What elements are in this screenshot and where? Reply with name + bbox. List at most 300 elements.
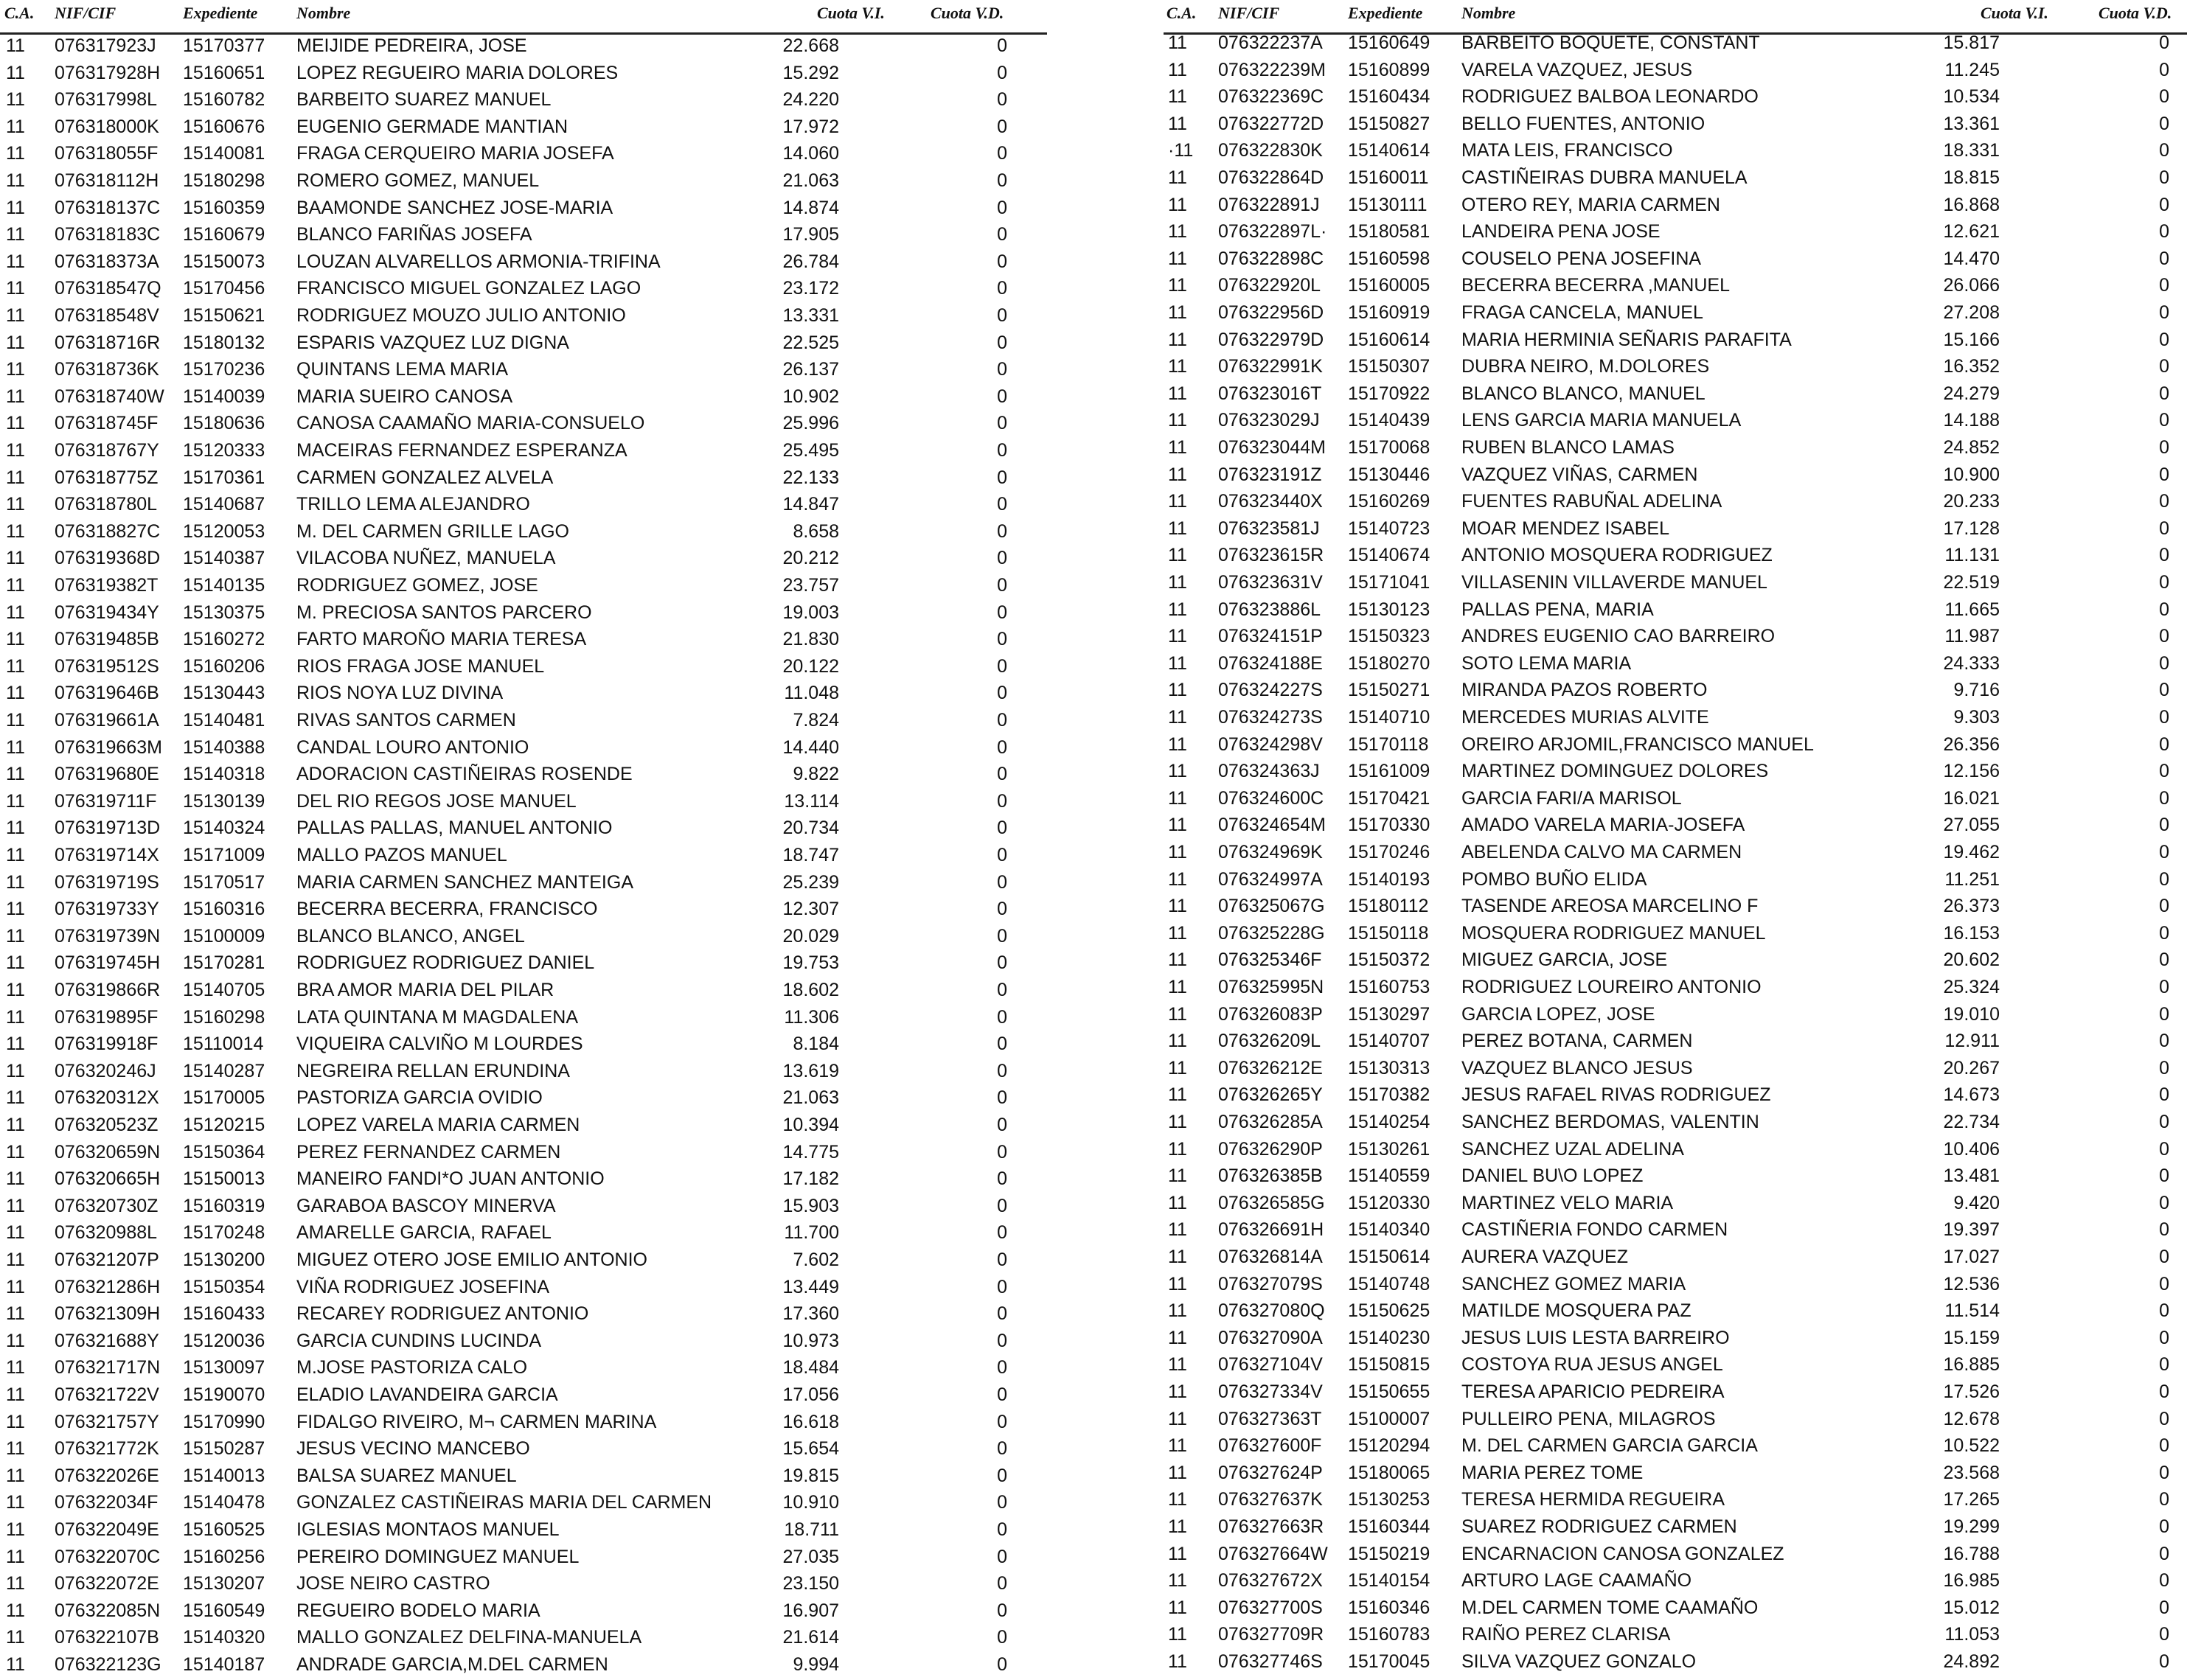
nombre-cell: GARCIA LOPEZ, JOSE: [1461, 1003, 1655, 1025]
cuota-vd-cell: 0: [997, 1330, 1007, 1351]
cuota-vd-cell: 0: [2159, 383, 2169, 404]
nif-cell: 076322049E: [55, 1519, 159, 1540]
expediente-cell: 15120036: [183, 1330, 265, 1351]
ca-cell: 11: [6, 251, 25, 272]
nif-cell: 076318740W: [55, 386, 164, 407]
cuota-vi-cell: 16.352: [1943, 356, 2000, 377]
expediente-cell: 15140013: [183, 1465, 265, 1486]
cuota-vd-cell: 0: [997, 143, 1007, 164]
table-row: [1164, 245, 2187, 273]
nif-cell: 076321688Y: [55, 1330, 159, 1351]
table-row: [0, 1328, 1047, 1355]
table-row: [0, 734, 1047, 761]
nif-cell: 076327637K: [1218, 1489, 1323, 1510]
nif-cell: 076319382T: [55, 575, 159, 596]
cuota-vi-cell: 18.331: [1943, 140, 2000, 161]
table-row: [1164, 758, 2187, 785]
ca-cell: 11: [6, 1519, 25, 1540]
cuota-vd-cell: 0: [997, 116, 1007, 137]
nombre-cell: MALLO GONZALEZ DELFINA-MANUELA: [296, 1627, 642, 1648]
ca-cell: 11: [6, 1222, 25, 1244]
ca-cell: 11: [1168, 1138, 1187, 1160]
expediente-cell: 15170068: [1348, 437, 1430, 458]
nif-cell: 076319714X: [55, 845, 159, 865]
expediente-cell: 15130375: [183, 602, 265, 623]
nombre-cell: MACEIRAS FERNANDEZ ESPERANZA: [296, 440, 627, 461]
cuota-vd-cell: 0: [997, 1654, 1007, 1675]
cuota-vi-cell: 10.394: [782, 1115, 839, 1135]
nombre-cell: ARTURO LAGE CAAMAÑO: [1461, 1570, 1692, 1592]
cuota-vi-cell: 12.678: [1943, 1408, 2000, 1429]
expediente-cell: 15160011: [1348, 167, 1429, 188]
expediente-cell: 15130297: [1348, 1003, 1430, 1025]
expediente-cell: 15180065: [1348, 1462, 1430, 1483]
table-row: [1164, 1541, 2187, 1568]
expediente-cell: 15140318: [183, 764, 265, 785]
expediente-cell: 15160614: [1348, 329, 1430, 350]
expediente-cell: 15130446: [1348, 464, 1430, 485]
cuota-vd-cell: 0: [2159, 437, 2169, 458]
nif-cell: 076319713D: [55, 818, 161, 839]
table-row: [1164, 407, 2187, 434]
ca-cell: 11: [6, 1115, 25, 1135]
nif-cell: 076327672X: [1218, 1570, 1323, 1592]
table-row: [0, 275, 1047, 302]
cuota-vd-cell: 0: [2159, 1651, 2169, 1672]
cuota-vi-cell: 12.911: [1944, 1031, 2000, 1052]
ca-cell: 11: [1168, 1597, 1187, 1618]
ca-cell: 11: [6, 332, 25, 353]
nif-cell: 076327334V: [1218, 1381, 1323, 1402]
expediente-cell: 15150287: [183, 1438, 265, 1460]
cuota-vd-cell: 0: [997, 1141, 1007, 1163]
expediente-cell: 15160899: [1348, 59, 1430, 80]
table-row: [0, 1139, 1047, 1166]
cuota-vi-cell: 8.658: [793, 520, 839, 542]
nombre-cell: MARIA SUEIRO CANOSA: [296, 386, 513, 407]
expediente-cell: 15180270: [1348, 652, 1430, 674]
ca-cell: 11: [1168, 1327, 1187, 1348]
nif-cell: 076325228G: [1218, 922, 1325, 944]
nif-cell: 076323615R: [1218, 545, 1324, 566]
nombre-cell: TERESA HERMIDA REGUEIRA: [1461, 1489, 1725, 1510]
cuota-vi-cell: 17.905: [782, 224, 839, 245]
ca-cell: 11: [6, 1600, 25, 1621]
expediente-cell: 15130123: [1348, 599, 1430, 620]
nombre-cell: VAZQUEZ BLANCO JESUS: [1461, 1057, 1693, 1078]
expediente-cell: 15170005: [183, 1087, 265, 1109]
expediente-cell: 15170922: [1348, 383, 1430, 404]
nif-cell: 076322897L·: [1218, 221, 1327, 243]
nif-cell: 076322072E: [55, 1573, 159, 1594]
cuota-vd-cell: 0: [2159, 733, 2169, 755]
cuota-vd-cell: 0: [2159, 896, 2169, 917]
nombre-cell: JESUS LUIS LESTA BARREIRO: [1461, 1327, 1730, 1348]
ca-cell: 11: [6, 35, 25, 56]
cuota-vi-cell: 16.868: [1943, 194, 2000, 215]
cuota-vd-cell: 0: [2159, 32, 2169, 53]
nombre-cell: IGLESIAS MONTAOS MANUEL: [296, 1519, 560, 1540]
nombre-cell: SANCHEZ BERDOMAS, VALENTIN: [1461, 1112, 1759, 1132]
nombre-cell: MARTINEZ DOMINGUEZ DOLORES: [1461, 761, 1769, 782]
nif-cell: 076319485B: [55, 629, 159, 650]
cuota-vd-cell: 0: [997, 1006, 1007, 1028]
expediente-cell: 15160783: [1348, 1624, 1430, 1645]
expediente-cell: 15160256: [183, 1546, 265, 1567]
expediente-cell: 15160649: [1348, 32, 1430, 53]
cuota-vd-cell: 0: [2159, 922, 2169, 944]
ca-cell: 11: [6, 1438, 25, 1460]
cuota-vd-cell: 0: [2159, 680, 2169, 701]
cuota-vi-cell: 22.734: [1943, 1112, 2000, 1132]
ca-cell: 11: [6, 386, 25, 407]
cuota-vi-cell: 27.208: [1943, 302, 2000, 323]
nif-cell: 076324227S: [1218, 680, 1323, 701]
nif-cell: 076322772D: [1218, 113, 1324, 134]
nombre-cell: GARCIA CUNDINS LUCINDA: [296, 1330, 541, 1351]
cuota-vi-cell: 12.536: [1943, 1273, 2000, 1294]
nif-cell: 076323631V: [1218, 572, 1323, 593]
cuota-vd-cell: 0: [997, 413, 1007, 434]
table-row: [1164, 137, 2187, 164]
table-row: [0, 302, 1047, 330]
cuota-vi-cell: 11.245: [1944, 59, 2000, 80]
ca-cell: ·11: [1168, 140, 1194, 161]
nif-cell: 076325346F: [1218, 949, 1322, 971]
cuota-vd-cell: 0: [997, 305, 1007, 326]
ca-cell: 11: [6, 143, 25, 164]
table-row: [1164, 1648, 2187, 1676]
cuota-vi-cell: 15.903: [782, 1195, 839, 1216]
cuota-vd-cell: 0: [997, 440, 1007, 461]
nombre-cell: GONZALEZ CASTIÑEIRAS MARIA DEL CARMEN: [296, 1492, 712, 1513]
nif-cell: 076322034F: [55, 1492, 159, 1513]
table-row: [0, 1624, 1047, 1651]
nombre-cell: MARIA PEREZ TOME: [1461, 1462, 1644, 1483]
header-nif: NIF/CIF: [1218, 4, 1280, 22]
nombre-cell: OREIRO ARJOMIL,FRANCISCO MANUEL: [1461, 733, 1814, 755]
expediente-cell: 15120330: [1348, 1192, 1430, 1213]
expediente-cell: 15150323: [1348, 626, 1430, 647]
nombre-cell: RODRIGUEZ RODRIGUEZ DANIEL: [296, 952, 595, 974]
nif-cell: 076326212E: [1218, 1057, 1323, 1078]
table-row: [0, 1516, 1047, 1544]
expediente-cell: 15160319: [183, 1195, 265, 1216]
cuota-vi-cell: 9.716: [1953, 680, 2000, 701]
nif-cell: 076322026E: [55, 1465, 159, 1486]
nombre-cell: BLANCO BLANCO, ANGEL: [296, 925, 525, 947]
cuota-vd-cell: 0: [2159, 1219, 2169, 1241]
table-row: [1164, 57, 2187, 84]
table-row: [1164, 1109, 2187, 1136]
cuota-vd-cell: 0: [997, 1303, 1007, 1325]
ca-cell: 11: [6, 1087, 25, 1109]
cuota-vd-cell: 0: [2159, 1273, 2169, 1294]
nombre-cell: MIGUEZ GARCIA, JOSE: [1461, 949, 1668, 971]
expediente-cell: 15130200: [183, 1249, 265, 1270]
cuota-vd-cell: 0: [997, 494, 1007, 515]
cuota-vi-cell: 24.333: [1943, 652, 2000, 674]
ca-cell: 11: [1168, 1273, 1187, 1294]
expediente-cell: 15150625: [1348, 1300, 1430, 1322]
ca-cell: 11: [1168, 1408, 1187, 1429]
cuota-vd-cell: 0: [2159, 626, 2169, 647]
header-ca: C.A.: [1166, 4, 1197, 22]
table-row: [0, 1489, 1047, 1516]
ca-cell: 11: [6, 89, 25, 111]
ca-cell: 11: [1168, 1165, 1187, 1187]
nombre-cell: NEGREIRA RELLAN ERUNDINA: [296, 1060, 570, 1081]
header-cuota-vd: Cuota V.D.: [2099, 4, 2172, 22]
cuota-vi-cell: 16.021: [1943, 787, 2000, 809]
cuota-vd-cell: 0: [2159, 1057, 2169, 1078]
cuota-vd-cell: 0: [997, 1492, 1007, 1513]
cuota-vi-cell: 24.892: [1943, 1651, 2000, 1672]
nombre-cell: JESUS RAFAEL RIVAS RODRIGUEZ: [1461, 1084, 1771, 1106]
nombre-cell: MERCEDES MURIAS ALVITE: [1461, 707, 1709, 728]
nif-cell: 076320730Z: [55, 1195, 159, 1216]
expediente-cell: 15190070: [183, 1384, 265, 1405]
nombre-cell: MIRANDA PAZOS ROBERTO: [1461, 680, 1708, 701]
expediente-cell: 15170421: [1348, 787, 1430, 809]
cuota-vi-cell: 19.462: [1943, 842, 2000, 862]
expediente-cell: 15160298: [183, 1006, 265, 1028]
nombre-cell: QUINTANS LEMA MARIA: [296, 359, 509, 380]
ca-cell: 11: [1168, 1570, 1187, 1592]
cuota-vi-cell: 19.003: [782, 602, 839, 623]
expediente-cell: 15170248: [183, 1222, 265, 1244]
cuota-vi-cell: 17.265: [1943, 1489, 2000, 1510]
expediente-cell: 15150614: [1348, 1247, 1430, 1267]
table-row: [0, 815, 1047, 842]
ca-cell: 11: [6, 413, 25, 434]
cuota-vi-cell: 7.602: [793, 1249, 839, 1270]
cuota-vi-cell: 23.568: [1943, 1462, 2000, 1483]
nif-cell: 076327624P: [1218, 1462, 1323, 1483]
cuota-vi-cell: 26.066: [1943, 275, 2000, 296]
cuota-vd-cell: 0: [997, 1384, 1007, 1405]
nombre-cell: PEREZ FERNANDEZ CARMEN: [296, 1141, 561, 1163]
cuota-vi-cell: 12.621: [1943, 221, 2000, 243]
cuota-vi-cell: 13.449: [782, 1276, 839, 1297]
table-row: [0, 248, 1047, 276]
cuota-vd-cell: 0: [2159, 707, 2169, 728]
cuota-vd-cell: 0: [2159, 545, 2169, 566]
nif-cell: 076322898C: [1218, 248, 1324, 269]
cuota-vi-cell: 10.406: [1943, 1138, 2000, 1160]
nif-cell: 076318736K: [55, 359, 159, 380]
expediente-cell: 15160651: [183, 62, 265, 83]
table-row: [1164, 1594, 2187, 1622]
nombre-cell: MIGUEZ OTERO JOSE EMILIO ANTONIO: [296, 1249, 647, 1270]
cuota-vd-cell: 0: [2159, 275, 2169, 296]
table-row: [1164, 29, 2187, 57]
header-nombre: Nombre: [1461, 4, 1516, 22]
nif-cell: 076323581J: [1218, 517, 1320, 539]
cuota-vi-cell: 17.526: [1943, 1381, 2000, 1402]
ca-cell: 11: [6, 1249, 25, 1270]
expediente-cell: 15100009: [183, 925, 265, 947]
cuota-vi-cell: 19.299: [1943, 1516, 2000, 1537]
cuota-vd-cell: 0: [997, 1546, 1007, 1567]
nombre-cell: REGUEIRO BODELO MARIA: [296, 1600, 540, 1621]
expediente-cell: 15150372: [1348, 949, 1430, 971]
table-row: [0, 167, 1047, 195]
nombre-cell: BAAMONDE SANCHEZ JOSE-MARIA: [296, 197, 613, 218]
expediente-cell: 15150271: [1348, 680, 1430, 701]
cuota-vi-cell: 25.495: [782, 440, 839, 461]
nif-cell: 076322864D: [1218, 167, 1324, 188]
nif-cell: 076319368D: [55, 548, 161, 569]
ca-cell: 11: [1168, 1435, 1187, 1457]
expediente-cell: 15160525: [183, 1519, 265, 1540]
nombre-cell: TERESA APARICIO PEDREIRA: [1461, 1381, 1725, 1402]
cuota-vi-cell: 14.874: [782, 197, 839, 218]
table-row: [1164, 1244, 2187, 1271]
cuota-vd-cell: 0: [2159, 787, 2169, 809]
cuota-vd-cell: 0: [2159, 1435, 2169, 1457]
ca-cell: 11: [6, 467, 25, 488]
nombre-cell: M.JOSE PASTORIZA CALO: [296, 1357, 528, 1378]
expediente-cell: 15170045: [1348, 1651, 1430, 1672]
cuota-vd-cell: 0: [2159, 1570, 2169, 1592]
cuota-vi-cell: 26.137: [782, 359, 839, 380]
cuota-vi-cell: 15.159: [1943, 1327, 2000, 1348]
table-row: [0, 842, 1047, 869]
ca-cell: 11: [1168, 1247, 1187, 1267]
ca-cell: 11: [1168, 113, 1187, 134]
table-row: [0, 221, 1047, 248]
cuota-vi-cell: 11.665: [1944, 599, 2000, 620]
nombre-cell: SILVA VAZQUEZ GONZALO: [1461, 1651, 1697, 1672]
header-nif: NIF/CIF: [55, 4, 117, 22]
cuota-vd-cell: 0: [2159, 761, 2169, 782]
nif-cell: 076319663M: [55, 736, 162, 758]
table-row: [1164, 192, 2187, 219]
cuota-vi-cell: 26.373: [1943, 896, 2000, 917]
expediente-cell: 15160782: [183, 89, 265, 111]
nif-cell: 076321717N: [55, 1357, 161, 1378]
expediente-cell: 15140287: [183, 1060, 265, 1081]
nif-cell: 076324363J: [1218, 761, 1320, 782]
ca-cell: 11: [6, 520, 25, 542]
nombre-cell: M. PRECIOSA SANTOS PARCERO: [296, 602, 592, 623]
cuota-vi-cell: 18.711: [784, 1519, 839, 1540]
cuota-vd-cell: 0: [2159, 1354, 2169, 1376]
cuota-vi-cell: 18.484: [782, 1357, 839, 1378]
table-row: [0, 1193, 1047, 1220]
nombre-cell: SANCHEZ GOMEZ MARIA: [1461, 1273, 1686, 1294]
expediente-cell: 15130261: [1348, 1138, 1430, 1160]
expediente-cell: 15140320: [183, 1627, 265, 1648]
nif-cell: 076319646B: [55, 683, 159, 704]
nif-cell: 076318000K: [55, 116, 159, 137]
nombre-cell: M.DEL CARMEN TOME CAAMAÑO: [1461, 1597, 1759, 1618]
nombre-cell: LOPEZ REGUEIRO MARIA DOLORES: [296, 62, 619, 83]
cuota-vi-cell: 11.048: [784, 683, 839, 704]
table-row: [1164, 1378, 2187, 1406]
nombre-cell: VIQUEIRA CALVIÑO M LOURDES: [296, 1034, 583, 1055]
nif-cell: 076318547Q: [55, 278, 161, 299]
cuota-vi-cell: 25.239: [782, 871, 839, 893]
cuota-vd-cell: 0: [2159, 1300, 2169, 1322]
expediente-cell: 15160434: [1348, 86, 1430, 108]
cuota-vd-cell: 0: [997, 170, 1007, 191]
cuota-vd-cell: 0: [997, 871, 1007, 893]
ca-cell: 11: [1168, 248, 1187, 269]
table-row: [1164, 677, 2187, 704]
cuota-vd-cell: 0: [2159, 167, 2169, 188]
cuota-vi-cell: 13.331: [782, 305, 839, 326]
cuota-vi-cell: 22.133: [782, 467, 839, 488]
nif-cell: 076327079S: [1218, 1273, 1323, 1294]
expediente-cell: 15120294: [1348, 1435, 1430, 1457]
nombre-cell: ADORACION CASTIÑEIRAS ROSENDE: [296, 764, 633, 785]
cuota-vd-cell: 0: [997, 1573, 1007, 1594]
cuota-vi-cell: 18.747: [782, 845, 839, 865]
cuota-vd-cell: 0: [997, 1034, 1007, 1055]
cuota-vi-cell: 12.307: [782, 899, 839, 920]
cuota-vi-cell: 10.902: [782, 386, 839, 407]
cuota-vd-cell: 0: [997, 818, 1007, 839]
nif-cell: 076318112H: [55, 170, 159, 191]
nif-cell: 076326265Y: [1218, 1084, 1323, 1106]
table-row: [0, 977, 1047, 1004]
table-row: [0, 949, 1047, 977]
nif-cell: 076319711F: [55, 790, 157, 812]
cuota-vi-cell: 15.292: [782, 62, 839, 83]
nombre-cell: VIÑA RODRIGUEZ JOSEFINA: [296, 1276, 550, 1297]
expediente-cell: 15140674: [1348, 545, 1430, 566]
table-row: [0, 545, 1047, 572]
nombre-cell: ELADIO LAVANDEIRA GARCIA: [296, 1384, 558, 1405]
nif-cell: 076322085N: [55, 1600, 161, 1621]
expediente-cell: 15140559: [1348, 1165, 1430, 1187]
table-row: [0, 707, 1047, 734]
nombre-cell: LANDEIRA PENA JOSE: [1461, 221, 1661, 243]
expediente-cell: 15160346: [1348, 1597, 1430, 1618]
table-row: [1164, 1081, 2187, 1109]
nif-cell: 076323044M: [1218, 437, 1326, 458]
header-ca: C.A.: [4, 4, 35, 22]
cuota-vd-cell: 0: [2159, 464, 2169, 485]
ca-cell: 11: [1168, 1489, 1187, 1510]
table-row: [1164, 1432, 2187, 1460]
table-row: [1164, 1190, 2187, 1217]
cuota-vd-cell: 0: [997, 710, 1007, 731]
cuota-vi-cell: 10.534: [1943, 86, 2000, 108]
nif-cell: 076318548V: [55, 305, 159, 326]
expediente-cell: 15120053: [183, 520, 265, 542]
cuota-vi-cell: 19.815: [782, 1465, 839, 1486]
nombre-cell: MATA LEIS, FRANCISCO: [1461, 140, 1673, 161]
cuota-vd-cell: 0: [997, 467, 1007, 488]
table-row: [1164, 380, 2187, 408]
ca-cell: 11: [6, 1330, 25, 1351]
cuota-vd-cell: 0: [997, 251, 1007, 272]
expediente-cell: 15140705: [183, 980, 265, 1000]
cuota-vi-cell: 25.996: [782, 413, 839, 434]
cuota-vi-cell: 21.614: [782, 1627, 839, 1648]
ca-cell: 11: [1168, 1057, 1187, 1078]
nombre-cell: MOAR MENDEZ ISABEL: [1461, 517, 1669, 539]
cuota-vd-cell: 0: [997, 1060, 1007, 1081]
ca-cell: 11: [6, 736, 25, 758]
ca-cell: 11: [1168, 1354, 1187, 1376]
nif-cell: 076322956D: [1218, 302, 1324, 323]
nif-cell: 076324298V: [1218, 733, 1323, 755]
table-row: [0, 1247, 1047, 1274]
